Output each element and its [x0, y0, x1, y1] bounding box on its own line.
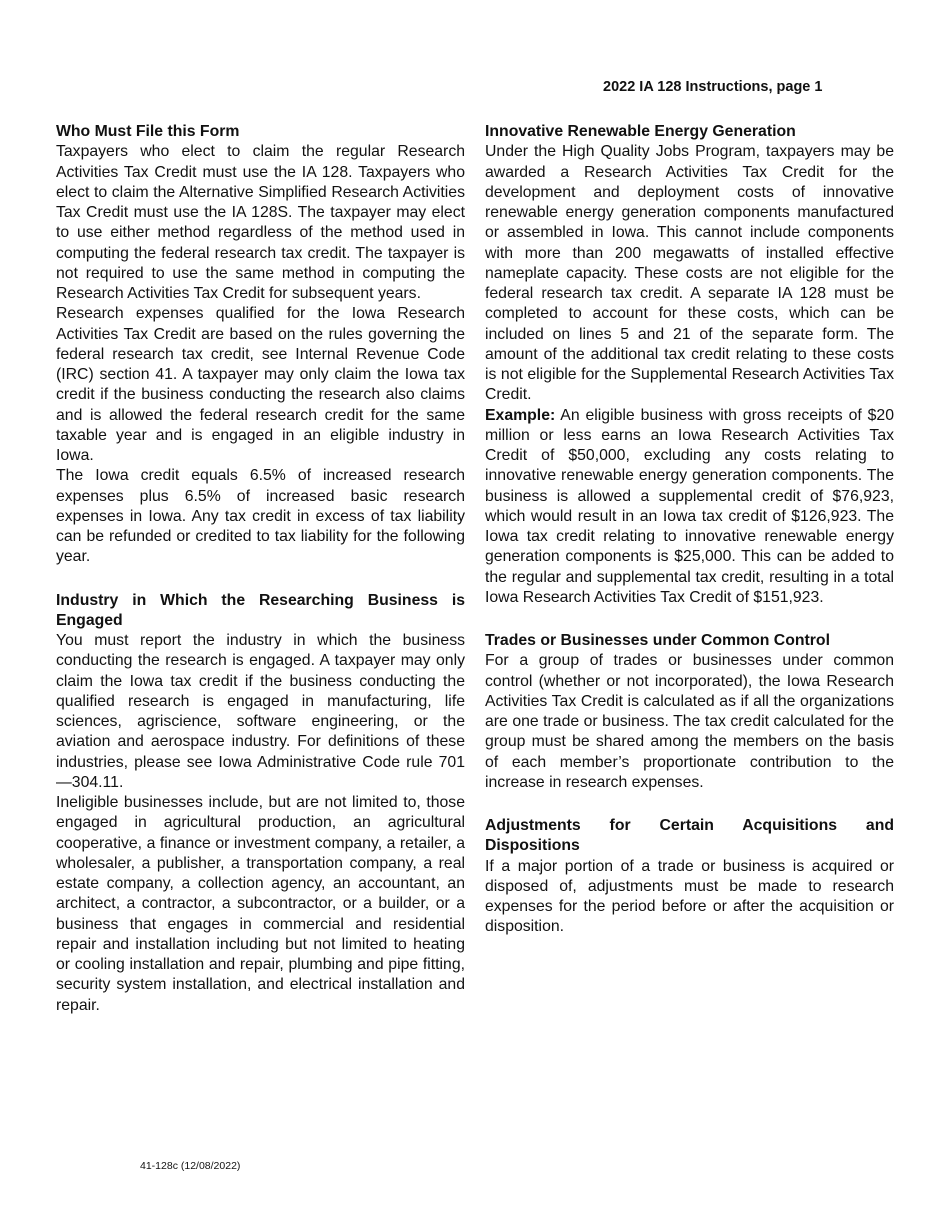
example-label: Example:: [485, 406, 556, 424]
right-column: [485, 122, 894, 938]
section-spacer: [56, 568, 465, 591]
paragraph-who-must-file-3: The Iowa credit equals 6.5% of increased research expenses plus 6.5% of increased basic research expenses in Iowa. Any tax credit in excess of tax liability can be refunded or credited to tax liability for the following year.: [56, 467, 465, 566]
section-spacer: [485, 608, 894, 631]
section-spacer: [485, 793, 894, 816]
paragraph-industry-1: You must report the industry in which the business conducting the research is engaged. A taxpayer may only claim the Iowa tax credit if the business conducting the qualified research is engaged in manufacturing, life sciences, agriscience, software engineering, or the aviation and aerospace industry. For definitions of these industries, please see Iowa Administrative Code rule 701—304.11.: [56, 632, 465, 791]
paragraph-common-control: For a group of trades or businesses under common control (whether or not incorporated), the Iowa Research Activities Tax Credit is calculated as if all the organizations are one trade or business. The tax credit calculated for the group must be shared among the members on the basis of each member’s proportionate contribution to the increase in research expenses.: [485, 652, 894, 791]
heading-innovative-renewable: Innovative Renewable Energy Generation: [485, 123, 796, 140]
example-text: An eligible business with gross receipts of $20 million or less earns an Iowa Research Activities Tax Credit of $50,000, excluding any costs relating to innovative renewable energy generation components. The business is allowed a supplemental credit of $76,923, which would result in an Iowa tax credit of $126,923. The Iowa tax credit relating to innovative renewable energy generation components is $25,000. This can be added to the regular and supplemental tax credit, resulting in a total Iowa Research Activities Tax Credit of $151,923.: [485, 406, 894, 606]
heading-adjustments: Adjustments for Certain Acquisitions and Dispositions: [485, 817, 894, 855]
left-column: [56, 122, 465, 1016]
heading-who-must-file: Who Must File this Form: [56, 123, 240, 140]
heading-common-control: Trades or Businesses under Common Control: [485, 632, 830, 649]
paragraph-industry-2: Ineligible businesses include, but are not limited to, those engaged in agricultural production, an agricultural cooperative, a finance or investment company, a retailer, a wholesaler, a publisher, a transportation company, a real estate company, a collection agency, an accountant, an architect, a contractor, a subcontractor, or a builder, or a business that engages in commercial and residential repair and installation including but not limited to heating or cooling installation and repair, plumbing and pipe fitting, security system installation, and electrical installation and repair.: [56, 794, 465, 1014]
heading-industry: Industry in Which the Researching Business is Engaged: [56, 591, 465, 629]
paragraph-example: [485, 406, 894, 609]
page-header-title: 2022 IA 128 Instructions, page 1: [603, 79, 823, 95]
paragraph-innovative-1: Under the High Quality Jobs Program, taxpayers may be awarded a Research Activities Tax Credit for the development and deployment costs of innovative renewable energy generation components manufactured or assembled in Iowa. This cannot include components with more than 200 megawatts of installed effective nameplate capacity. These costs are not eligible for the federal research tax credit. A separate IA 128 must be completed to account for these costs, which can be included on lines 5 and 21 of the separate form. The amount of the additional tax credit relating to these costs is not eligible for the Supplemental Research Activities Tax Credit.: [485, 143, 894, 404]
paragraph-adjustments: If a major portion of a trade or business is acquired or disposed of, adjustments must be made to research expenses for the period before or after the acquisition or disposition.: [485, 857, 894, 936]
paragraph-who-must-file-1: Taxpayers who elect to claim the regular Research Activities Tax Credit must use the IA 128. Taxpayers who elect to claim the Alternative Simplified Research Activities Tax Credit must use the IA 128S. The taxpayer may elect to use either method regardless of the method used in computing the federal research tax credit. The taxpayer is not required to use the same method in computing the Research Activities Tax Credit for subsequent years.: [56, 143, 465, 302]
paragraph-who-must-file-2: Research expenses qualified for the Iowa Research Activities Tax Credit are based on the rules governing the federal research tax credit, see Internal Revenue Code (IRC) section 41. A taxpayer may only claim the Iowa tax credit if the business conducting the research also claims and is allowed the federal research credit for the same taxable year and is engaged in an eligible industry in Iowa.: [56, 305, 465, 464]
form-number-footer: 41-128c (12/08/2022): [140, 1160, 241, 1172]
